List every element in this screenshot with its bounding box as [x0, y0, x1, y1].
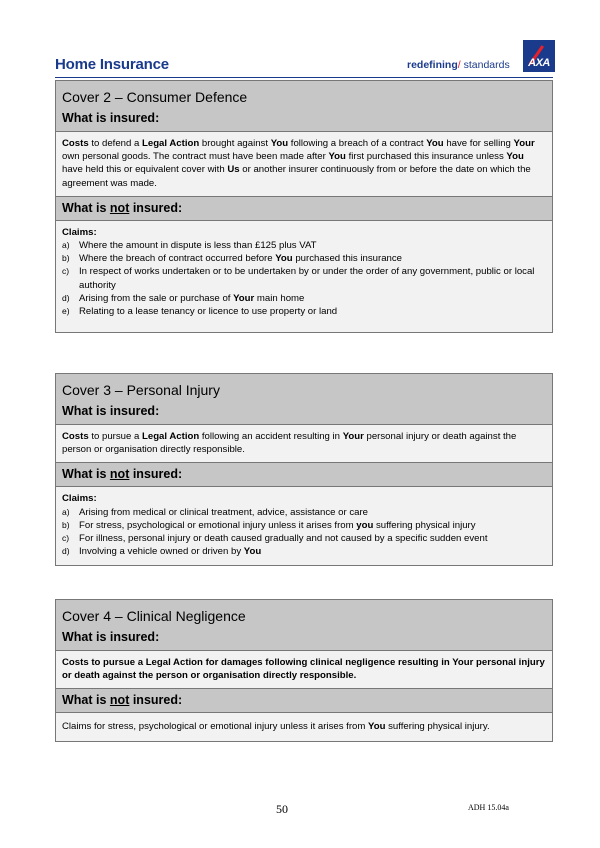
text-run: purchased this insurance	[292, 253, 402, 265]
emphasis-text: Your	[233, 292, 255, 304]
axa-logo	[523, 40, 555, 72]
text-run: following an accident resulting in	[199, 431, 343, 442]
exclusion-item	[62, 519, 546, 532]
text-run: Where the amount in dispute is less than £125 plus VAT	[79, 240, 317, 252]
cover-4-title: Cover 4 – Clinical Negligence	[56, 600, 552, 630]
cover-3-not-insured-heading	[56, 463, 552, 487]
text-run: In respect of works undertaken or to be undertaken by or under the order of any government, public or local authority	[79, 266, 535, 291]
text-run: to defend a	[88, 138, 142, 149]
cover-3-section	[55, 373, 553, 566]
emphasis-text: You	[426, 138, 444, 149]
cover-3-title: Cover 3 – Personal Injury	[56, 374, 552, 404]
item-marker: c)	[62, 266, 70, 277]
item-marker: b)	[62, 253, 70, 264]
text-run: following a breach of a contract	[288, 138, 427, 149]
tagline-rest: standards	[460, 59, 510, 71]
item-text	[79, 293, 304, 304]
brand-tagline	[407, 59, 510, 71]
item-text	[79, 266, 534, 290]
page-header	[55, 40, 555, 78]
not-prefix: What is	[62, 200, 110, 215]
item-text	[79, 546, 261, 557]
emphasis-text: You	[275, 253, 293, 265]
text-run: For illness, personal injury or death caused gradually and not caused by a specific sudden event	[79, 533, 488, 545]
emphasis-text: You	[328, 151, 346, 163]
item-marker: b)	[62, 519, 70, 530]
not-word: not	[109, 693, 130, 708]
item-marker: a)	[62, 506, 70, 517]
item-text	[79, 240, 317, 251]
not-prefix: What is	[62, 467, 110, 482]
logo-text: AXA	[528, 57, 550, 69]
cover-4-not-insured-heading	[56, 689, 552, 713]
page-number: 50	[276, 802, 288, 816]
cover-2-exclusions	[56, 221, 552, 332]
text-run: brought against	[199, 138, 271, 149]
cover-3-exclusions	[56, 487, 552, 565]
emphasis-text: Us	[227, 164, 240, 176]
text-run: first purchased this insurance unless	[345, 151, 507, 163]
text-run: suffering physical injury.	[385, 721, 490, 733]
item-marker: d)	[62, 546, 70, 557]
not-word: not	[109, 467, 130, 482]
tagline-bold: redefining	[407, 59, 458, 71]
exclusion-item	[62, 239, 546, 252]
claims-label: Claims:	[62, 226, 97, 238]
cover-3-exclusion-list	[62, 506, 546, 559]
item-text	[79, 253, 402, 264]
not-suffix: insured:	[129, 467, 183, 482]
cover-2-not-insured-heading	[56, 197, 552, 221]
text-run: personal injury or death against the person or organisation directly responsible.	[62, 431, 517, 456]
cover-2-section	[55, 80, 553, 333]
text-run: Claims for stress, psychological or emotional injury unless it arises from	[62, 721, 369, 733]
emphasis-text: you	[356, 519, 374, 531]
item-marker: d)	[62, 292, 70, 303]
cover-2-insured-heading: What is insured:	[56, 111, 552, 132]
exclusion-item	[62, 252, 546, 265]
text-run: For stress, psychological or emotional injury unless it arises from	[79, 519, 357, 531]
emphasis-text: You	[243, 546, 262, 558]
exclusion-item	[62, 532, 546, 545]
text-run: Arising from the sale or purchase of	[79, 292, 234, 304]
text-run: Involving a vehicle owned or driven by	[79, 546, 244, 558]
exclusion-item	[62, 265, 546, 291]
text-run: Relating to a lease tenancy or licence to use property or land	[79, 306, 338, 318]
claims-label: Claims:	[62, 493, 97, 505]
emphasis-text: Legal Action	[142, 431, 200, 442]
not-suffix: insured:	[129, 200, 183, 215]
cover-4-not-insured-text	[56, 713, 552, 740]
text-run: have for selling	[443, 138, 514, 149]
item-marker: a)	[62, 240, 70, 251]
not-word: not	[109, 200, 130, 215]
emphasis-text: Your	[342, 431, 364, 442]
exclusion-item	[62, 506, 546, 519]
header-divider	[55, 77, 553, 78]
emphasis-text: Costs	[62, 431, 89, 442]
cover-3-insured-heading: What is insured:	[56, 404, 552, 425]
text-run: own personal goods. The contract must have been made after	[62, 151, 329, 163]
not-suffix: insured:	[129, 693, 183, 708]
cover-4-insured-heading: What is insured:	[56, 630, 552, 651]
exclusion-item	[62, 292, 546, 305]
item-text	[79, 533, 488, 544]
item-text	[79, 306, 337, 317]
item-marker: c)	[62, 533, 70, 544]
tagline-slash: /	[457, 59, 461, 71]
emphasis-text: Your	[513, 138, 535, 149]
text-run: or another insurer continuously from or before the date on which the agreement was made.	[62, 164, 531, 189]
emphasis-text: Legal Action	[142, 138, 200, 149]
document-title: Home Insurance	[55, 56, 169, 73]
cover-4-insured-text: Costs to pursue a Legal Action for damages following clinical negligence resulting in Your personal injury or death against the person or organisation directly responsible.	[56, 651, 552, 689]
emphasis-text: You	[368, 721, 386, 733]
cover-4-section	[55, 599, 553, 742]
text-run: have held this or equivalent cover with	[62, 164, 228, 176]
item-text	[79, 520, 476, 531]
cover-3-insured-text	[56, 425, 552, 463]
emphasis-text: Costs	[62, 138, 89, 149]
text-run: main home	[254, 292, 305, 304]
cover-2-insured-text	[56, 132, 552, 197]
text-run: Where the breach of contract occurred before	[79, 253, 276, 265]
item-marker: e)	[62, 306, 70, 317]
text-run: Arising from medical or clinical treatment, advice, assistance or care	[79, 506, 368, 518]
cover-2-exclusion-list	[62, 239, 546, 318]
item-text	[79, 507, 368, 518]
text-run: suffering physical injury	[373, 519, 476, 531]
emphasis-text: You	[270, 138, 289, 149]
document-reference: ADH 15.04a	[468, 803, 509, 812]
not-prefix: What is	[62, 693, 110, 708]
exclusion-item	[62, 305, 546, 318]
text-run: to pursue a	[88, 431, 142, 442]
exclusion-item	[62, 545, 546, 558]
cover-2-title: Cover 2 – Consumer Defence	[56, 81, 552, 111]
emphasis-text: You	[506, 151, 524, 163]
